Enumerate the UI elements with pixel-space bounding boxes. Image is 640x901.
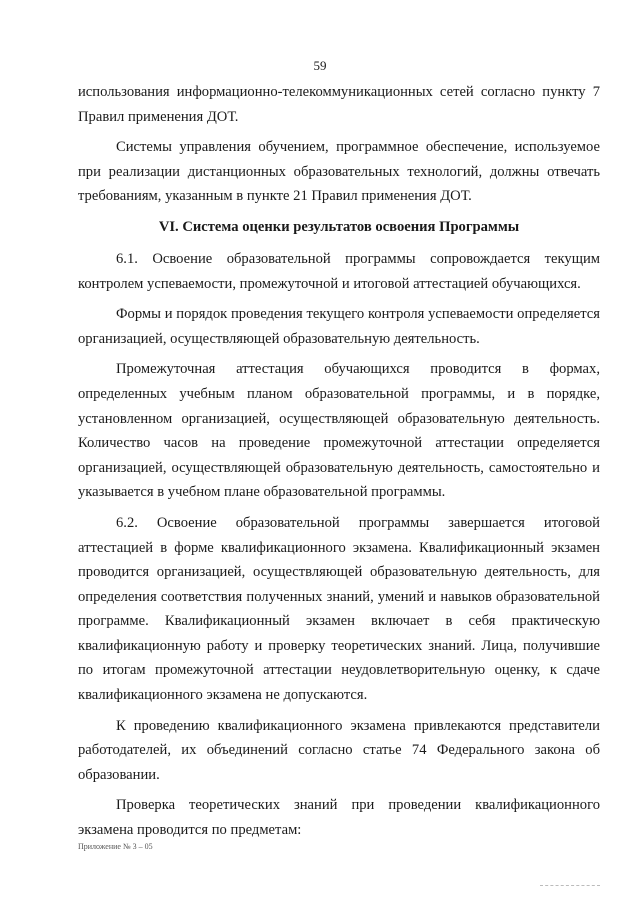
section-heading: VI. Система оценки результатов освоения Программы	[158, 218, 520, 235]
paragraph-continuation: использования информационно-телекоммуникационных сетей согласно пункту 7 Правил применения ДОТ.	[78, 84, 600, 125]
paragraph-employers: К проведению квалификационного экзамена привлекаются представители работодателей, их объединений согласно статье 74 Федерального закона об образовании.	[78, 717, 600, 783]
page-body	[78, 80, 600, 849]
paragraph-6-2: 6.2. Освоение образовательной программы завершается итоговой аттестацией в форме квалификационного экзамена. Квалификационный экзамен проводится организацией, осуществляющей образовательную деятельность, для определения соответствия полученных знаний, умений и навыков образовательной программе. Квалификационный экзамен включает в себя практическую квалификационную работу и проверку теоретических знаний. Лица, получившие по итогам промежуточной аттестации неудовлетворительную оценку, к сдаче квалификационного экзамена не допускаются.	[78, 514, 600, 704]
page-number: 59	[313, 58, 327, 73]
paragraph-intermediate-attestation: Промежуточная аттестация обучающихся проводится в формах, определенных учебным планом образовательной программы, и в порядке, установленном организацией, осуществляющей образовательную деятельность. Количество часов на проведение промежуточной аттестации определяется организацией, осуществляющей образовательную деятельность, самостоятельно и указывается в учебном плане образовательной программы.	[78, 361, 600, 501]
paragraph-6-1: 6.1. Освоение образовательной программы сопровождается текущим контролем успеваемости, промежуточной и итоговой аттестацией обучающихся.	[78, 250, 600, 292]
paragraph-lms-requirements: Системы управления обучением, программное обеспечение, используемое при реализации дистанционных образовательных технологий, должны отвечать требованиям, указанным в пункте 21 Правил применения ДОТ.	[78, 139, 600, 205]
scan-artifact	[540, 885, 600, 887]
footer-note: Приложение № 3 – 05	[78, 842, 153, 851]
paragraph-current-control: Формы и порядок проведения текущего контроля успеваемости определяется организацией, осуществляющей образовательную деятельность.	[78, 306, 600, 347]
paragraph-theory-check: Проверка теоретических знаний при проведении квалификационного экзамена проводится по предметам:	[78, 797, 600, 839]
